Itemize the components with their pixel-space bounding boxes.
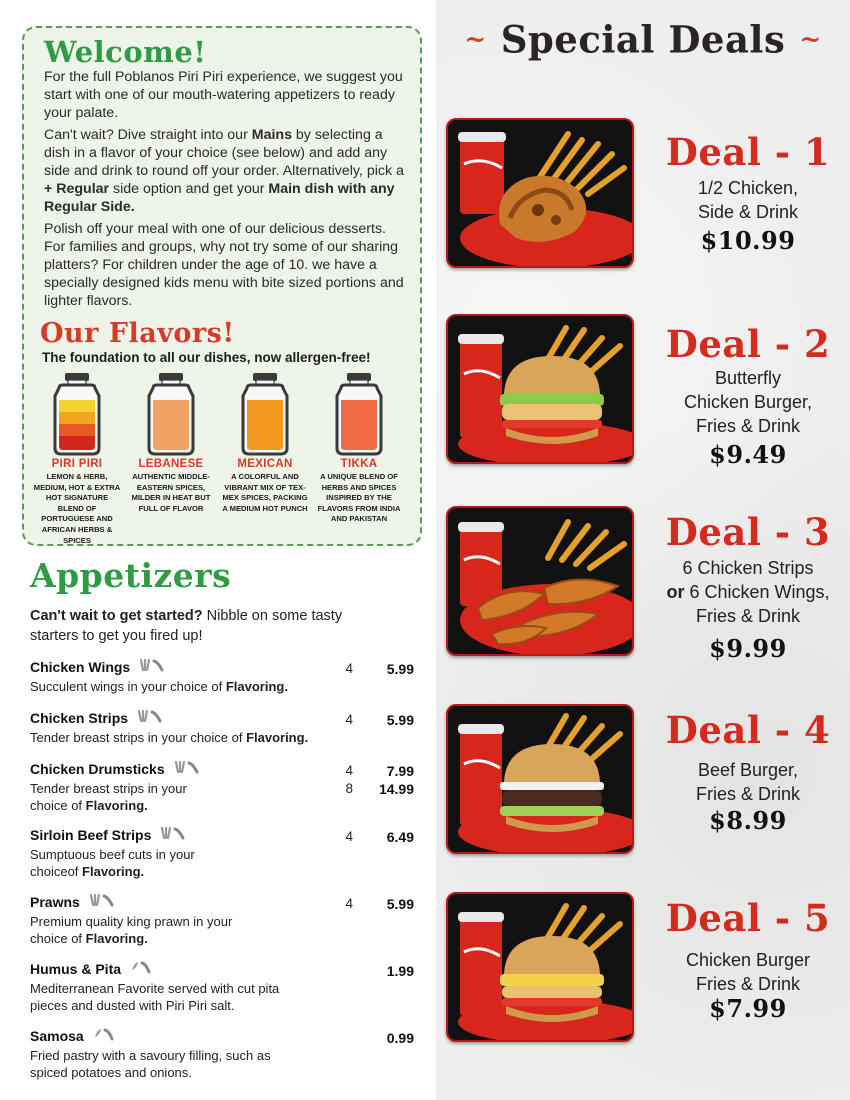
jar-icon: [331, 372, 387, 456]
menu-item-name: Chicken Wings: [30, 658, 131, 675]
deal-price: $7.99: [709, 994, 787, 1023]
beef-burger-meal-icon: [448, 706, 634, 854]
deal-photo: [446, 704, 634, 854]
menu-item-description: Tender breast strips in your choice of Flavoring.: [30, 730, 309, 745]
flavor-jar-lebanese: [124, 372, 218, 514]
jar-icon: [143, 372, 199, 456]
herb-icon: [92, 1027, 114, 1046]
herb-icon: [129, 960, 151, 979]
menu-item-description: Tender breast strips in your choice of Flavoring.: [30, 781, 187, 813]
flavors-subtitle: The foundation to all our dishes, now allergen-free!: [42, 350, 371, 365]
deal-description: 1/2 Chicken, Side & Drink: [697, 178, 799, 222]
menu-item-price: 6.49: [386, 829, 414, 845]
menu-item-description: Premium quality king prawn in your choice of Flavoring.: [30, 914, 233, 946]
deal-description: Chicken Burger Fries & Drink: [685, 950, 811, 994]
deal-name: Deal - 4: [665, 708, 831, 752]
chicken-strips-meal-icon: [448, 508, 634, 656]
menu-item-name: Samosa: [30, 1027, 84, 1044]
menu-item-price: 0.99: [386, 1030, 414, 1046]
appetizers-list: [30, 658, 420, 1080]
flavor-description: AUTHENTIC MIDDLE-EASTERN SPICES, MILDER IN HEAT BUT FULL OF FLAVOR: [131, 472, 211, 513]
spice-level-icon: [88, 893, 116, 912]
deal-price: $9.99: [709, 634, 787, 663]
flavor-description: A UNIQUE BLEND OF HERBS AND SPICES INSPIRED BY THE FLAVORS FROM INDIA AND PAKISTAN: [317, 472, 401, 524]
deal-card-5[interactable]: [436, 892, 850, 1062]
flavor-jar-mexican: [218, 372, 312, 514]
menu-item-quantity: 4: [345, 896, 353, 911]
special-deals-panel: [436, 0, 850, 1100]
welcome-paragraph-3: Polish off your meal with one of our delicious desserts. For families and groups, why not try some of our sharing platters? For children under the age of 10. we have a specially designed kids menu with bite sized portions and lighter flavors.: [44, 221, 404, 309]
deal-description: 6 Chicken Strips or 6 Chicken Wings, Fries & Drink: [666, 558, 830, 626]
spice-level-icon: [136, 709, 164, 728]
flavor-name: PIRI PIRI: [51, 458, 103, 470]
deal-name: Deal - 1: [665, 130, 831, 174]
menu-item-price: 1.99: [386, 963, 414, 979]
deal-photo: [446, 314, 634, 464]
flavor-name: LEBANESE: [138, 458, 204, 470]
appetizers-intro: Can't wait to get started? Nibble on some tasty starters to get you fired up!: [30, 608, 343, 644]
deal-name: Deal - 3: [665, 510, 831, 554]
deal-price: $10.99: [700, 226, 796, 255]
special-deals-title: ~ Special Deals ~: [464, 17, 822, 62]
flavor-name: TIKKA: [340, 458, 378, 470]
deal-price: $9.49: [709, 440, 787, 469]
flavor-jars: [30, 372, 410, 545]
menu-item-quantity: 4: [345, 829, 353, 844]
menu-item-name: Prawns: [30, 893, 80, 910]
menu-item: [30, 893, 420, 960]
welcome-text: [44, 68, 406, 310]
appetizers-title: Appetizers: [30, 556, 232, 595]
spice-level-icon: [138, 658, 166, 677]
menu-item-name: Humus & Pita: [30, 960, 122, 977]
deal-price: $8.99: [709, 806, 787, 835]
flavor-description: LEMON & HERB, MEDIUM, HOT & EXTRA HOT SIGNATURE BLEND OF PORTUGUESE AND AFRICAN HERBS & SPICES: [33, 472, 121, 545]
welcome-box: [22, 26, 422, 546]
chicken-burger-meal-icon: [448, 894, 634, 1042]
welcome-title: Welcome!: [44, 35, 207, 69]
welcome-paragraph-1: For the full Poblanos Piri Piri experience, we suggest you start with one of our mouth-watering appetizers to ready your palate.: [44, 69, 403, 121]
deal-card-4[interactable]: [436, 704, 850, 874]
menu-item-price: 5.99: [386, 712, 414, 728]
deal-card-1[interactable]: [436, 118, 850, 288]
menu-item-name: Chicken Drumsticks: [30, 760, 165, 777]
deal-description: Beef Burger, Fries & Drink: [695, 760, 800, 804]
menu-item: [30, 826, 420, 893]
welcome-paragraph-2: Can't wait? Dive straight into our Mains by selecting a dish in a flavor of your choice (see below) and add any side and drink to round off your order. Alternatively, pick a + Regular side option and get your Main dish with any Regular Side.: [44, 127, 404, 215]
deal-name: Deal - 2: [665, 322, 831, 366]
spice-level-icon: [159, 826, 187, 845]
menu-item-description: Mediterranean Favorite served with cut pita pieces and dusted with Piri Piri salt.: [30, 981, 280, 1013]
jar-icon: [49, 372, 105, 456]
menu-item-description: Succulent wings in your choice of Flavoring.: [30, 679, 288, 694]
spice-level-icon: [173, 760, 201, 779]
deal-card-2[interactable]: [436, 314, 850, 484]
menu-item-price: 5.99: [386, 661, 414, 677]
menu-item-quantity: 4 8: [345, 763, 353, 796]
burger-meal-icon: [448, 316, 634, 464]
flavor-jar-tikka: [312, 372, 406, 525]
deal-name: Deal - 5: [665, 896, 831, 940]
flavor-jar-piri-piri: [30, 372, 124, 546]
menu-item-name: Sirloin Beef Strips: [30, 826, 152, 843]
menu-item: [30, 760, 420, 826]
jar-icon: [237, 372, 293, 456]
menu-item-name: Chicken Strips: [30, 709, 129, 726]
flavor-name: MEXICAN: [237, 458, 293, 470]
menu-item: [30, 960, 420, 1027]
menu-item: [30, 658, 420, 709]
menu-item: [30, 1027, 420, 1080]
deal-photo: [446, 118, 634, 268]
menu-item-description: Fried pastry with a savoury filling, such as spiced potatoes and onions.: [30, 1048, 271, 1080]
menu-item-description: Sumptuous beef cuts in your choiceof Flavoring.: [30, 847, 195, 879]
deal-photo: [446, 506, 634, 656]
menu-item: [30, 709, 420, 760]
deal-photo: [446, 892, 634, 1042]
deal-card-3[interactable]: [436, 506, 850, 676]
flavors-title: Our Flavors!: [40, 318, 235, 349]
menu-item-quantity: 4: [345, 712, 353, 727]
menu-item-quantity: 4: [345, 661, 353, 676]
chicken-meal-icon: [448, 120, 634, 268]
menu-item-price: 7.99 14.99: [378, 763, 414, 797]
flavor-description: A COLORFUL AND VIBRANT MIX OF TEX-MEX SPICES, PACKING A MEDIUM HOT PUNCH: [222, 472, 308, 513]
menu-item-price: 5.99: [386, 896, 414, 912]
deal-description: Butterfly Chicken Burger, Fries & Drink: [683, 368, 813, 436]
